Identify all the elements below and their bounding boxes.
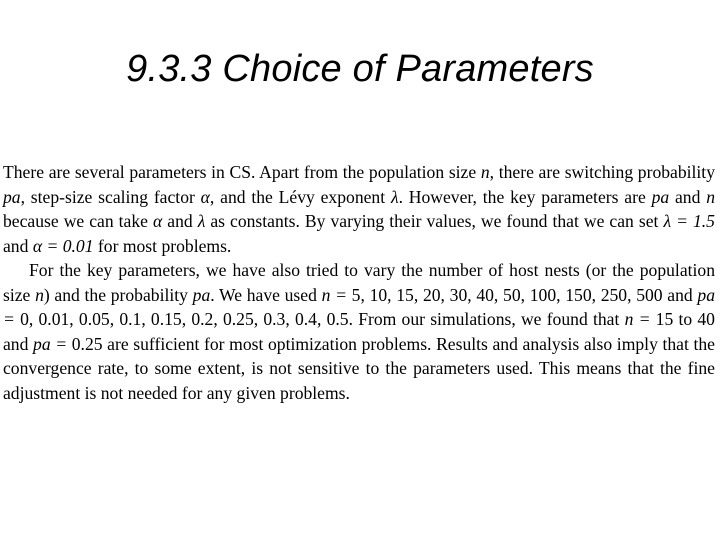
text-span: and xyxy=(162,211,198,231)
body-text xyxy=(3,160,715,405)
math-n: n xyxy=(35,284,44,305)
text-span: , there are switching probability xyxy=(489,162,715,182)
text-span: . However, the key parameters are xyxy=(398,186,652,207)
math-n-eq: n = xyxy=(624,309,656,329)
math-pa-eq: pa = xyxy=(3,284,715,329)
math-alpha-value: α = 0.01 xyxy=(32,235,94,256)
text-span: for most problems. xyxy=(93,235,232,256)
text-span: and xyxy=(669,186,707,207)
text-span: and xyxy=(3,333,34,354)
text-span: as constants. By varying their values, we found that we can set xyxy=(205,211,664,231)
text-span: ) and the probability xyxy=(43,284,193,305)
math-lambda-value: λ = 1.5 xyxy=(663,211,715,231)
math-pa: pa xyxy=(651,186,670,207)
math-alpha: α xyxy=(200,186,210,207)
math-n: n xyxy=(706,186,716,207)
math-n-eq: n = xyxy=(321,284,352,305)
text-span: because we can take xyxy=(3,211,153,231)
text-span: , and the Lévy exponent xyxy=(209,186,391,207)
text-span: . From our simulations, we found that xyxy=(348,309,625,329)
n-range-values: 15 to 40 xyxy=(655,309,715,329)
pa-values: 0, 0.01, 0.05, 0.1, 0.15, 0.2, 0.25, 0.3, 0.4, 0.5 xyxy=(20,309,349,329)
math-alpha: α xyxy=(153,211,163,231)
text-span: , step-size scaling factor xyxy=(20,186,201,207)
text-span: For the key parameters, we have also tried to vary the number of host nests (or the population size xyxy=(3,260,715,305)
n-values: 5, 10, 15, 20, 30, 40, 50, 100, 150, 250, 500 xyxy=(351,284,663,305)
paragraph-1 xyxy=(3,160,715,258)
pa-best-value: 0.25 xyxy=(71,333,103,354)
math-lambda: λ xyxy=(197,211,206,231)
math-pa: pa xyxy=(3,186,21,207)
text-span: are sufficient for most optimization problems. Results and analysis also imply that the convergence rate, to some extent, is not sensitive to the parameters used. This means that the fine adjustment is not needed for any given problems. xyxy=(3,333,715,403)
slide-title: 9.3.3 Choice of Parameters xyxy=(126,48,594,90)
paragraph-2 xyxy=(3,258,715,405)
text-span: . We have used xyxy=(210,284,322,305)
text-span: and xyxy=(3,235,33,256)
math-lambda: λ xyxy=(390,186,399,207)
math-n: n xyxy=(480,162,490,182)
text-span: There are several parameters in CS. Apart from the population size xyxy=(3,162,481,182)
math-pa-eq: pa = xyxy=(33,333,72,354)
text-span: and xyxy=(662,284,698,305)
math-pa: pa xyxy=(192,284,211,305)
